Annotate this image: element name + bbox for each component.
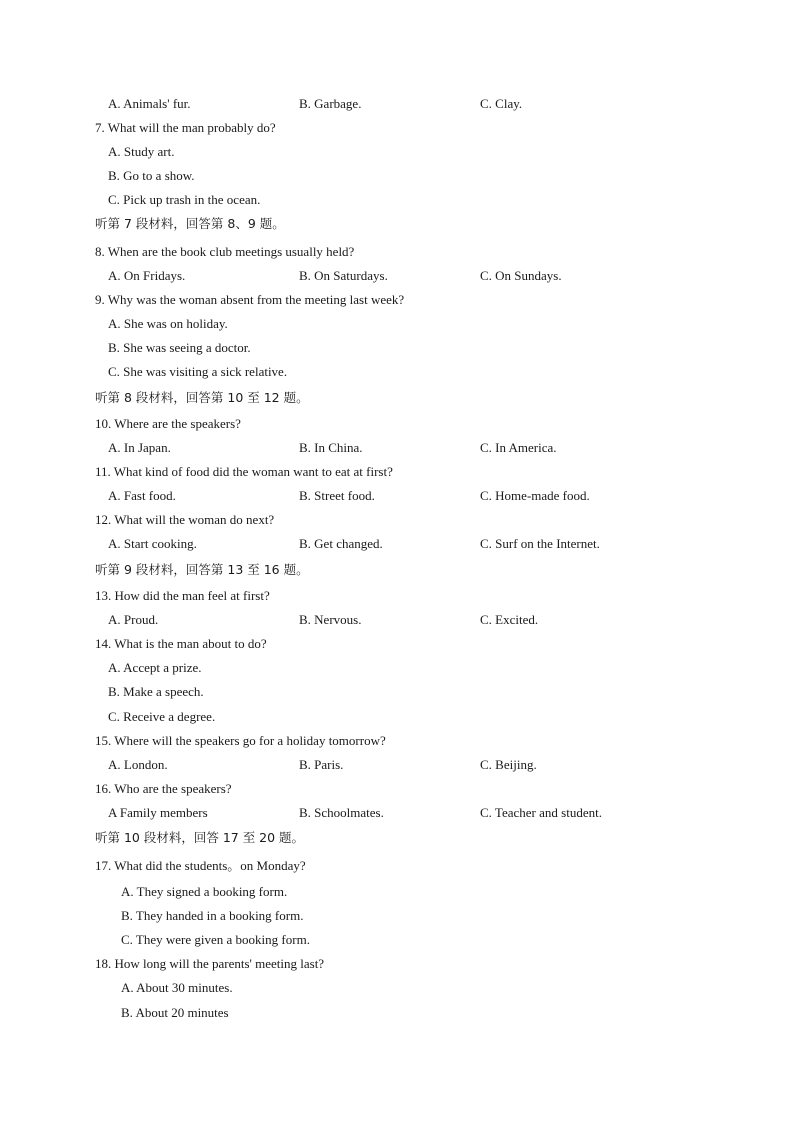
answer-option: C. Teacher and student. (480, 805, 602, 820)
answer-option: A. Proud. (108, 612, 159, 627)
answer-option: A. They signed a booking form. (121, 884, 288, 899)
answer-option: B. In China. (299, 440, 363, 455)
answer-option: C. On Sundays. (480, 268, 562, 283)
answer-option: C. Beijing. (480, 757, 537, 772)
question-text: 18. How long will the parents' meeting last? (95, 956, 325, 971)
answer-option: B. About 20 minutes (121, 1005, 229, 1020)
answer-option: C. Pick up trash in the ocean. (108, 192, 261, 207)
answer-option: A. London. (108, 757, 168, 772)
answer-option: B. Go to a show. (108, 168, 195, 183)
answer-option: A. Start cooking. (108, 536, 197, 551)
answer-option: A. She was on holiday. (108, 316, 228, 331)
answer-option: A. Fast food. (108, 488, 176, 503)
question-text: 9. Why was the woman absent from the meeting last week? (95, 292, 405, 307)
question-text: 8. When are the book club meetings usually held? (95, 244, 355, 259)
question-text: 13. How did the man feel at first? (95, 588, 270, 603)
question-text: 7. What will the man probably do? (95, 120, 276, 135)
answer-option: C. Clay. (480, 96, 523, 111)
question-text: 16. Who are the speakers? (95, 781, 232, 796)
answer-option: C. In America. (480, 440, 557, 455)
question-text: 11. What kind of food did the woman want to eat at first? (95, 464, 393, 479)
answer-option: C. Receive a degree. (108, 709, 216, 724)
question-text: 14. What is the man about to do? (95, 636, 267, 651)
answer-option: B. Nervous. (299, 612, 362, 627)
answer-option: B. On Saturdays. (299, 268, 388, 283)
answer-option: C. She was visiting a sick relative. (108, 364, 288, 379)
answer-option: A. Animals' fur. (108, 96, 191, 111)
section-instruction: 听第 7 段材料，回答第 8、9 题。 (95, 216, 285, 231)
section-instruction: 听第 8 段材料，回答第 10 至 12 题。 (95, 390, 309, 405)
answer-option: B. Get changed. (299, 536, 383, 551)
answer-option: A. Study art. (108, 144, 175, 159)
section-instruction: 听第 10 段材料，回答 17 至 20 题。 (95, 830, 305, 845)
question-text: 12. What will the woman do next? (95, 512, 275, 527)
answer-option: A. On Fridays. (108, 268, 186, 283)
answer-option: B. Garbage. (299, 96, 362, 111)
question-text: 17. What did the students。on Monday? (95, 858, 306, 873)
answer-option: C. They were given a booking form. (121, 932, 310, 947)
answer-option: B. Make a speech. (108, 684, 204, 699)
answer-option: B. Paris. (299, 757, 344, 772)
question-text: 10. Where are the speakers? (95, 416, 241, 431)
answer-option: C. Surf on the Internet. (480, 536, 600, 551)
answer-option: C. Home-made food. (480, 488, 590, 503)
answer-option: B. Schoolmates. (299, 805, 384, 820)
answer-option: A. About 30 minutes. (121, 980, 233, 995)
answer-option: B. She was seeing a doctor. (108, 340, 251, 355)
answer-option: A. In Japan. (108, 440, 171, 455)
answer-option: B. They handed in a booking form. (121, 908, 304, 923)
section-instruction: 听第 9 段材料，回答第 13 至 16 题。 (95, 562, 309, 577)
question-text: 15. Where will the speakers go for a holiday tomorrow? (95, 733, 386, 748)
answer-option: A Family members (108, 805, 208, 820)
answer-option: C. Excited. (480, 612, 539, 627)
answer-option: B. Street food. (299, 488, 375, 503)
answer-option: A. Accept a prize. (108, 660, 202, 675)
